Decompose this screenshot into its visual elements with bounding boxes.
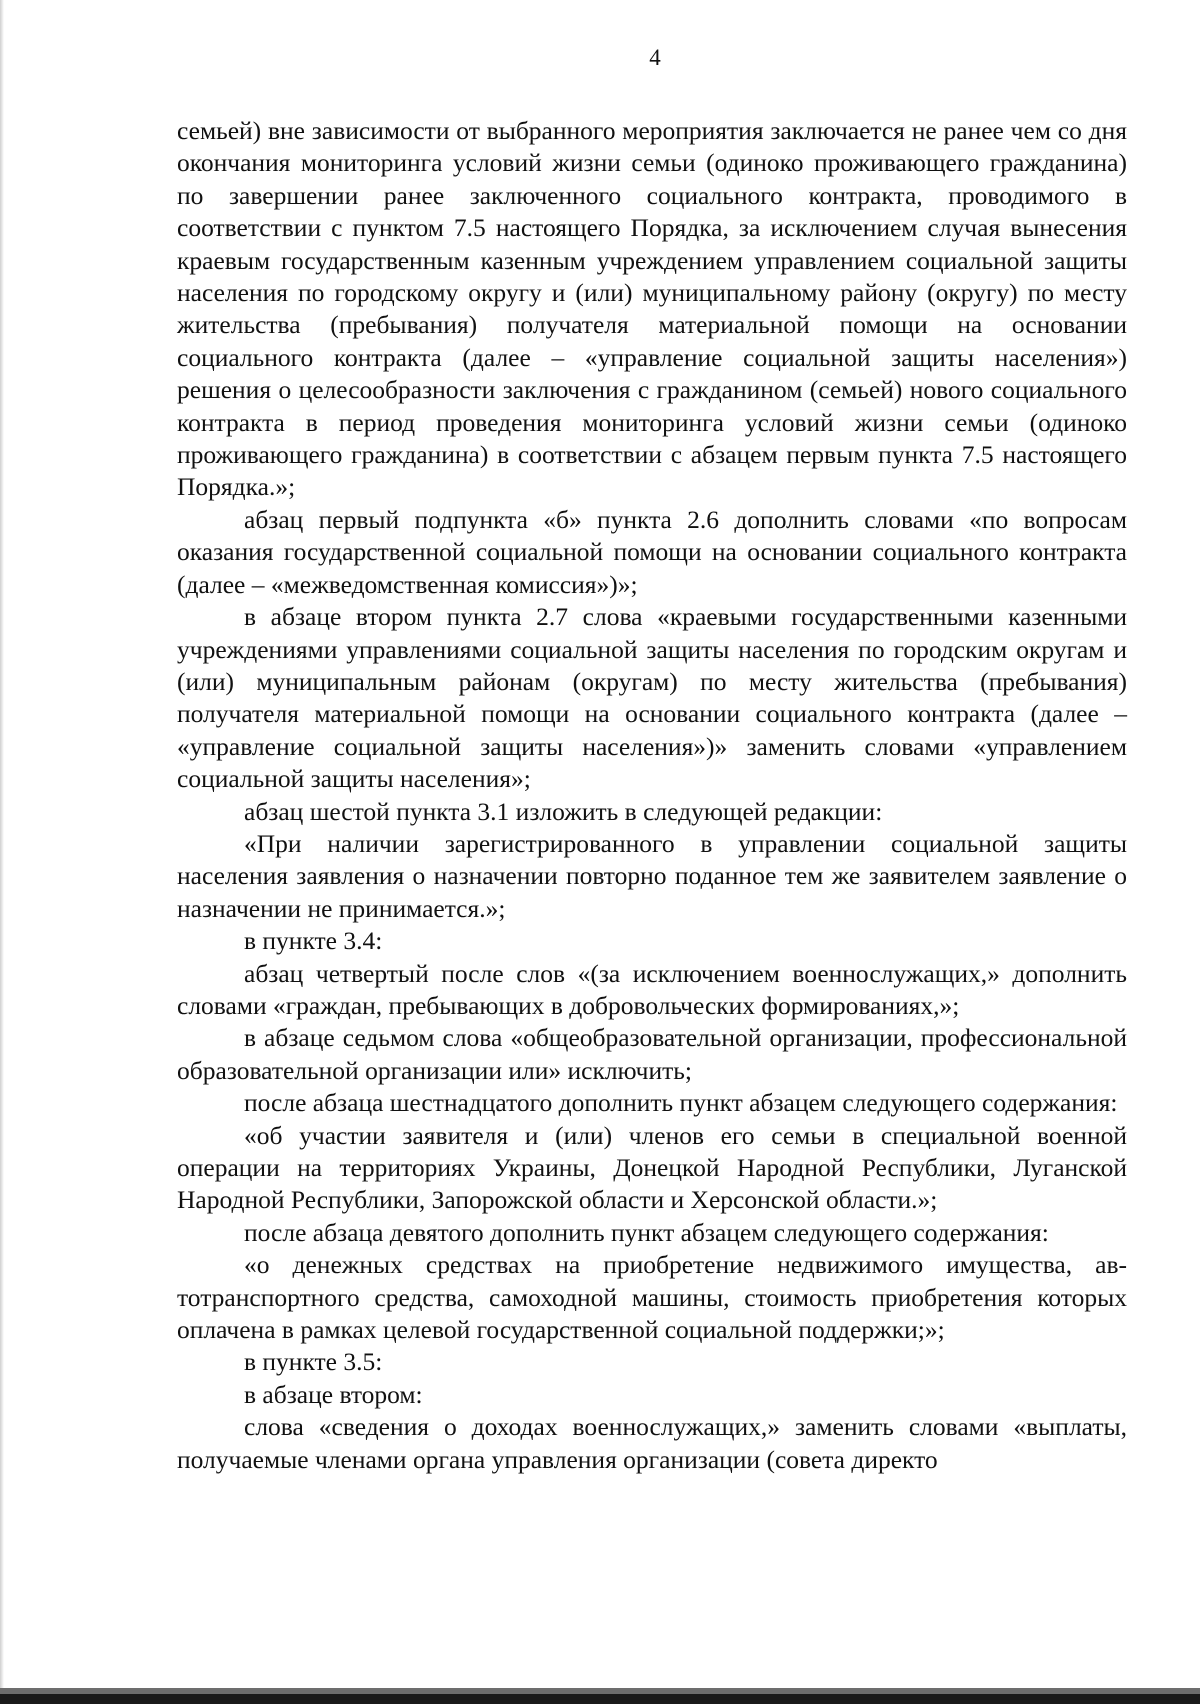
paragraph: «о денежных средствах на приобретение недвижимого имущества, автотранспортного средства, самоходной машины, стоимость приобретения которых оплачена в рамках целевой государственной социальной поддержки;»; bbox=[177, 1250, 1127, 1345]
paragraph: абзац шестой пункта 3.1 изложить в следующей редакции: bbox=[244, 796, 883, 826]
paragraph: в абзаце седьмом слова «общеобразовательной организации, профессиональной образовательной организации или» исключить; bbox=[177, 1023, 1127, 1085]
scan-edge bbox=[0, 0, 4, 1704]
paragraph: в пункте 3.4: bbox=[244, 926, 383, 956]
paragraph: семьей) вне зависимости от выбранного мероприятия заключается не ранее чем со дня окончания мониторинга условий жизни семьи (одиноко проживающего гражданина) по завершении ранее заключенного социального контракта, проводимого в соответствии с пунктом 7.5 настоящего Порядка, за исключением случая вынесения краевым государственным казенным учреждением управлением социальной защиты населения по городскому округу и (или) муниципальному району (округу) по месту жительства (пребывания) получателя материальной помощи на основании социального контракта (далее – «управление социальной защиты населения») решения о целесообразности заключения с гражданином (семьей) нового социального контракта в период проведения мониторинга условий жизни семьи (одиноко проживающего гражданина) в соответствии с абзацем первым пункта 7.5 настоящего Порядка.»; bbox=[177, 116, 1127, 502]
document-body bbox=[177, 115, 1127, 1476]
paragraph: в абзаце втором: bbox=[244, 1379, 423, 1409]
paragraph: в пункте 3.5: bbox=[244, 1347, 383, 1377]
page-number: 4 bbox=[649, 45, 661, 70]
paragraph: после абзаца девятого дополнить пункт абзацем следующего содержания: bbox=[244, 1217, 1049, 1247]
paragraph: после абзаца шестнадцатого дополнить пункт абзацем следующего содержания: bbox=[244, 1088, 1118, 1118]
scan-bottom-edge bbox=[0, 1694, 1200, 1704]
paragraph: абзац четвертый после слов «(за исключением военнослужащих,» дополнить словами «граждан, пребывающих в добровольческих формированиях,»; bbox=[177, 958, 1127, 1020]
paragraph: слова «сведения о доходах военнослужащих,» заменить словами «выплаты, получаемые членами органа управления организации (совета директо bbox=[177, 1412, 1127, 1474]
paragraph: «При наличии зарегистрированного в управлении социальной защиты населения заявления о назначении повторно поданное тем же заявителем заявление о назначении не принимается.»; bbox=[177, 828, 1127, 923]
paragraph: в абзаце втором пункта 2.7 слова «краевыми государственными казенными учреждениями управлениями социальной защиты населения по городским округам и (или) муниципальным районам (округам) по месту жительства (пребывания) получателя материальной помощи на основании социального контракта (далее – «управление социальной защиты населения»)» заменить словами «управлением социальной защиты населения»; bbox=[177, 602, 1127, 794]
paragraph: абзац первый подпункта «б» пункта 2.6 дополнить словами «по вопросам оказания государственной социальной помощи на основании социального контракта (далее – «межведомственная комиссия»)»; bbox=[177, 504, 1127, 599]
paragraph: «об участии заявителя и (или) членов его семьи в специальной военной операции на территориях Украины, Донецкой Народной Республики, Луганской Народной Республики, Запорожской области и Херсонской области.»; bbox=[177, 1120, 1127, 1215]
